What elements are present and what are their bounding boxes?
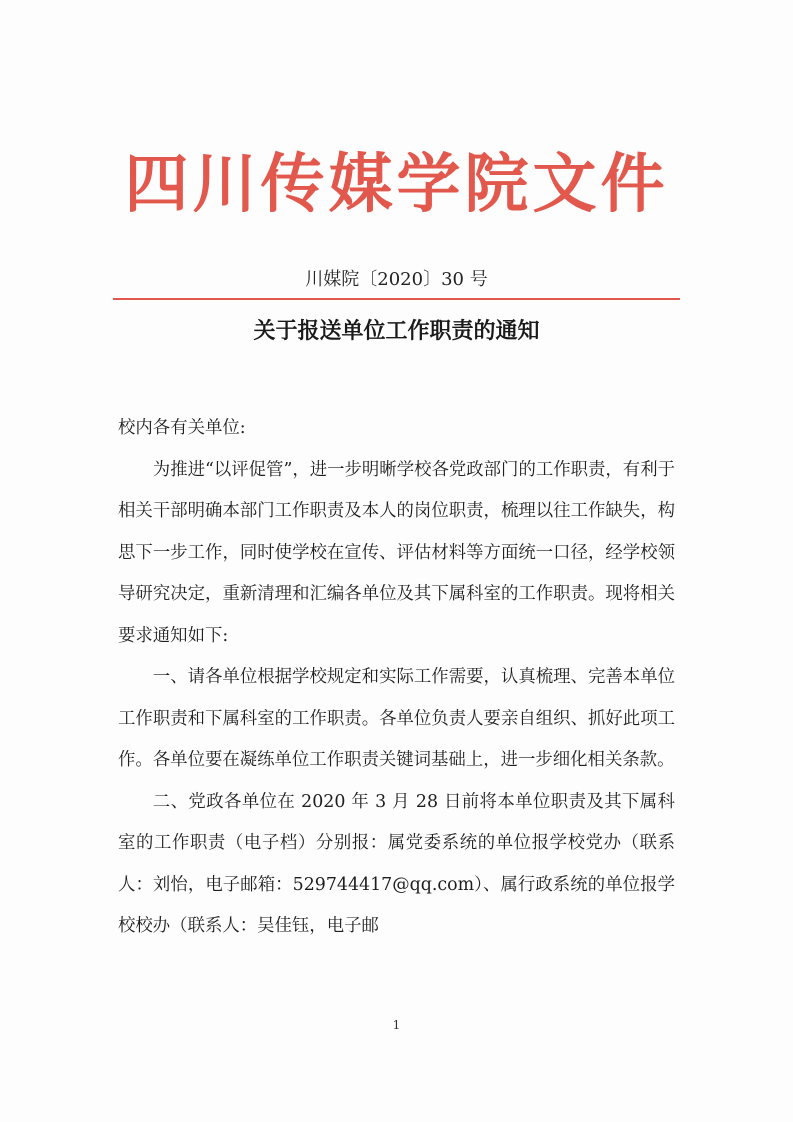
- notice-title: 关于报送单位工作职责的通知: [253, 319, 540, 344]
- red-divider: [113, 298, 680, 300]
- salutation: 校内各有关单位:: [118, 418, 246, 438]
- document-number: 川媒院〔2020〕30 号: [305, 269, 488, 290]
- paragraph-item-1: 一、请各单位根据学校规定和实际工作需要，认真梳理、完善本单位工作职责和下属科室的工作职责。各单位负责人要亲自组织、抓好此项工作。各单位要在凝练单位工作职责关键词基础上，进一步细化相关条款。: [118, 667, 675, 770]
- document-body: [118, 408, 675, 948]
- page-number: 1: [392, 1018, 401, 1032]
- paragraph-intro: 为推进“以评促管”，进一步明晰学校各党政部门的工作职责，有利于相关干部明确本部门工作职责及本人的岗位职责，梳理以往工作缺失，构思下一步工作，同时使学校在宣传、评估材料等方面统一口径，经学校领导研究决定，重新清理和汇编各单位及其下属科室的工作职责。现将相关要求通知如下:: [118, 459, 675, 646]
- organization-title: 四川传媒学院文件: [124, 148, 669, 222]
- paragraph-item-2: 二、党政各单位在 2020 年 3 月 28 日前将本单位职责及其下属科室的工作职责（电子档）分别报：属党委系统的单位报学校党办（联系人：刘怡，电子邮箱：529744417@qq.com）、属行政系统的单位报学校校办（联系人：吴佳钰，电子邮: [118, 791, 675, 936]
